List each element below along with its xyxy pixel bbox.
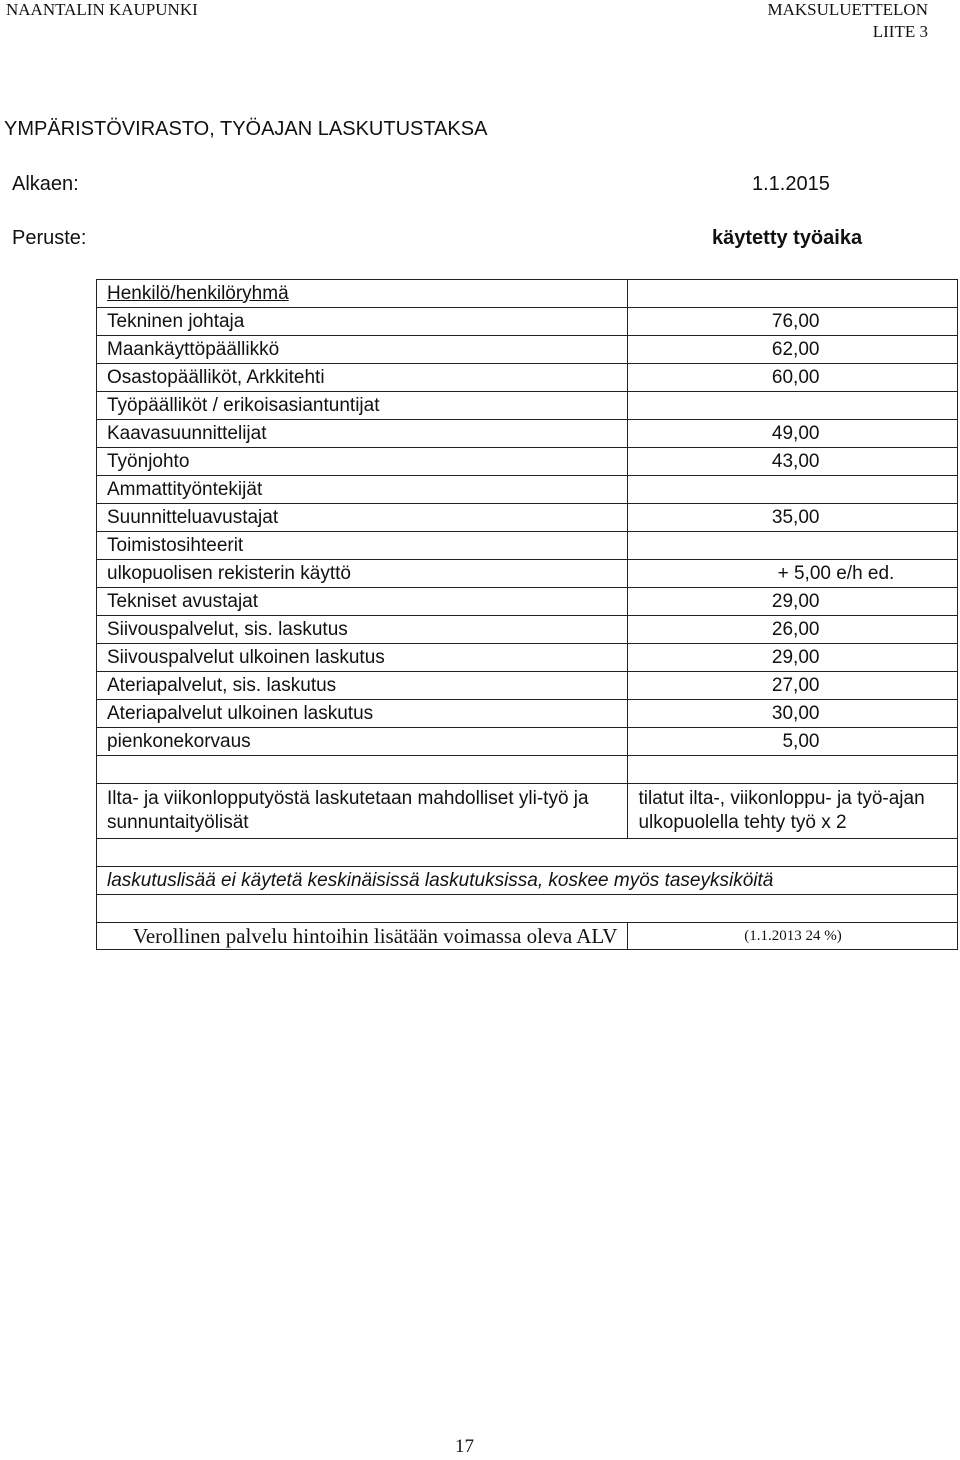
table-row (97, 504, 958, 532)
blank-cell (97, 839, 958, 867)
row-value: 43,00 (628, 448, 958, 476)
row-label: Ateriapalvelut ulkoinen laskutus (97, 700, 628, 728)
table-row (97, 336, 958, 364)
surcharge-note: laskutuslisää ei käytetä keskinäisissä laskutuksissa, koskee myös taseyksiköitä (97, 867, 958, 895)
row-value: 30,00 (628, 700, 958, 728)
row-label: Ammattityöntekijät (97, 476, 628, 504)
blank-cell (97, 895, 958, 923)
row-label: Kaavasuunnittelijat (97, 420, 628, 448)
table-row (97, 700, 958, 728)
row-value: + 5,00 e/h ed. (628, 560, 958, 588)
vat-row (97, 923, 958, 950)
document-type: MAKSULUETTELON (767, 0, 928, 19)
row-label: Suunnitteluavustajat (97, 504, 628, 532)
blank-row (97, 839, 958, 867)
group-header: Henkilö/henkilöryhmä (97, 280, 628, 308)
row-value (628, 532, 958, 560)
blank-cell (97, 756, 628, 784)
row-value: 29,00 (628, 588, 958, 616)
blank-cell (628, 756, 958, 784)
row-label: Siivouspalvelut, sis. laskutus (97, 616, 628, 644)
row-label: Työnjohto (97, 448, 628, 476)
page-title: YMPÄRISTÖVIRASTO, TYÖAJAN LASKUTUSTAKSA (4, 118, 488, 140)
row-label: Työpäälliköt / erikoisasiantuntijat (97, 392, 628, 420)
table-row (97, 588, 958, 616)
row-label: pienkonekorvaus (97, 728, 628, 756)
blank-row (97, 895, 958, 923)
basis-label: Peruste: (12, 227, 87, 249)
table-row (97, 364, 958, 392)
organization-name: NAANTALIN KAUPUNKI (6, 0, 198, 19)
row-label: Osastopäälliköt, Arkkitehti (97, 364, 628, 392)
appendix-label: LIITE 3 (872, 22, 928, 41)
overtime-note-right: tilatut ilta-, viikonloppu- ja työ-ajan ulkopuolella tehty työ x 2 (628, 784, 958, 839)
rate-table-body (97, 280, 958, 950)
row-value (628, 476, 958, 504)
table-row (97, 448, 958, 476)
row-label: Toimistosihteerit (97, 532, 628, 560)
row-label: Tekniset avustajat (97, 588, 628, 616)
row-value (628, 392, 958, 420)
overtime-note-left: Ilta- ja viikonlopputyöstä laskutetaan mahdolliset yli-työ ja sunnuntaityölisät (97, 784, 628, 839)
row-label: Ateriapalvelut, sis. laskutus (97, 672, 628, 700)
basis-value: käytetty työaika (712, 227, 863, 249)
table-row (97, 728, 958, 756)
row-value: 49,00 (628, 420, 958, 448)
page-number: 17 (455, 1436, 474, 1457)
row-value: 62,00 (628, 336, 958, 364)
row-label: Siivouspalvelut ulkoinen laskutus (97, 644, 628, 672)
table-row (97, 308, 958, 336)
row-value: 60,00 (628, 364, 958, 392)
start-date-label: Alkaen: (12, 173, 79, 195)
row-label: ulkopuolisen rekisterin käyttö (97, 560, 628, 588)
row-label: Maankäyttöpäällikkö (97, 336, 628, 364)
start-date-value: 1.1.2015 (752, 173, 830, 195)
row-value: 27,00 (628, 672, 958, 700)
row-value: 5,00 (628, 728, 958, 756)
row-value: 76,00 (628, 308, 958, 336)
table-header-row (97, 280, 958, 308)
overtime-note-row (97, 784, 958, 839)
table-row (97, 644, 958, 672)
group-header-value (628, 280, 958, 308)
table-row (97, 392, 958, 420)
row-value: 29,00 (628, 644, 958, 672)
row-value: 35,00 (628, 504, 958, 532)
blank-row (97, 756, 958, 784)
table-row (97, 560, 958, 588)
table-row (97, 616, 958, 644)
table-row (97, 672, 958, 700)
table-row (97, 420, 958, 448)
row-label: Tekninen johtaja (97, 308, 628, 336)
row-value: 26,00 (628, 616, 958, 644)
table-row (97, 476, 958, 504)
table-row (97, 532, 958, 560)
vat-note: Verollinen palvelu hintoihin lisätään voimassa oleva ALV (97, 923, 628, 950)
vat-value: (1.1.2013 24 %) (628, 923, 958, 950)
rate-table (96, 279, 958, 950)
surcharge-note-row (97, 867, 958, 895)
